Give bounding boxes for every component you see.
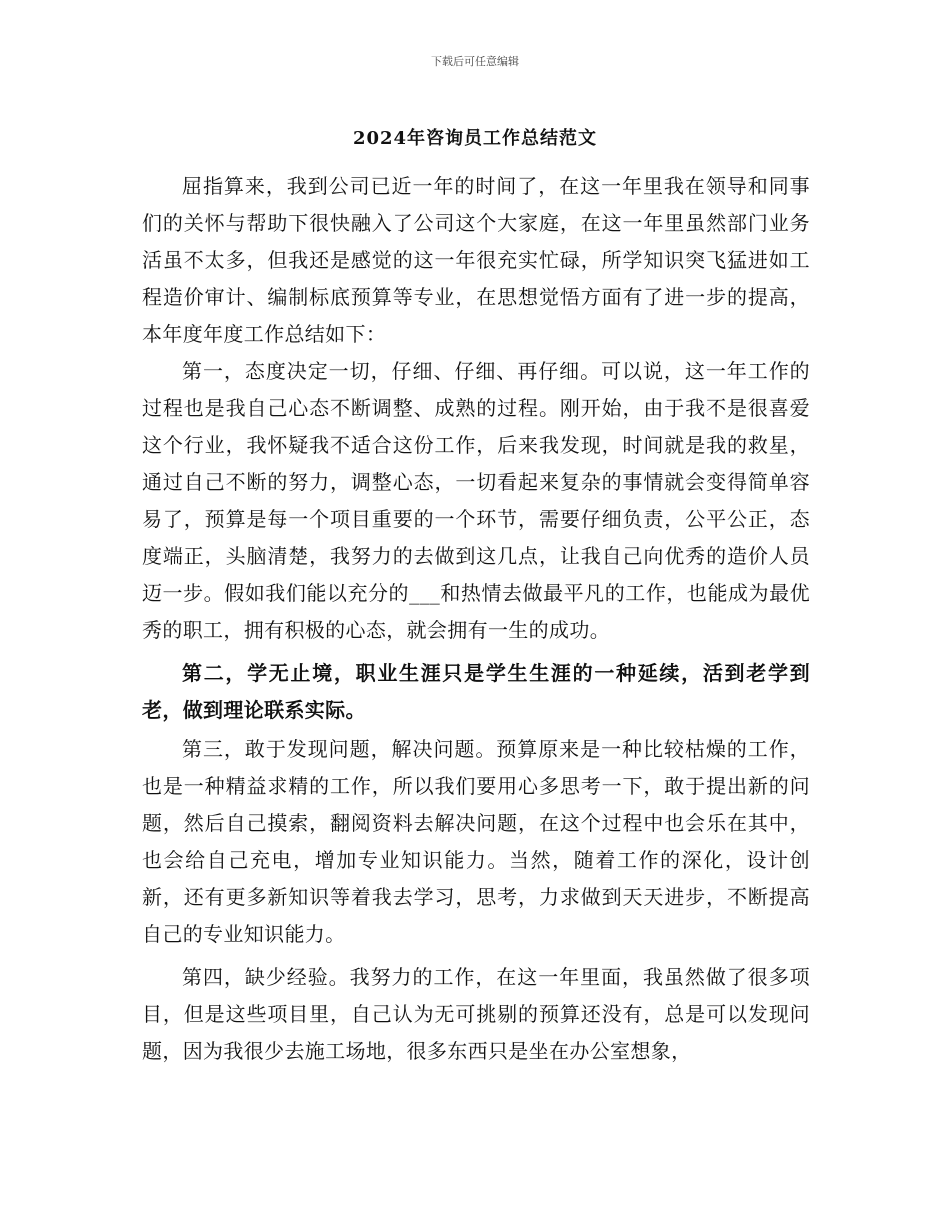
paragraph-point-three: 第三，敢于发现问题，解决问题。预算原来是一种比较枯燥的工作，也是一种精益求精的工作，所以我们要用心多思考一下，敢于提出新的问题，然后自己摸索，翻阅资料去解决问题，在这个过程中也会乐在其中，也会给自己充电，增加专业知识能力。当然，随着工作的深化，设计创新，还有更多新知识等着我去学习，思考，力求做到天天进步，不断提高自己的专业知识能力。 [142,737,810,946]
paragraph-point-one: 第一，态度决定一切，仔细、仔细、再仔细。可以说，这一年工作的过程也是我自己心态不断调整、成熟的过程。刚开始，由于我不是很喜爱这个行业，我怀疑我不适合这份工作，后来我发现，时间就是我的救星，通过自己不断的努力，调整心态，一切看起来复杂的事情就会变得简单容易了，预算是每一个项目重要的一个环节，需要仔细负责，公平公正，态度端正，头脑清楚，我努力的去做到这几点，让我自己向优秀的造价人员迈一步。假如我们能以充分的___和热情去做最平凡的工作，也能成为最优秀的职工，拥有积极的心态，就会拥有一生的成功。 [142,359,810,642]
paragraph-point-two: 第二，学无止境，职业生涯只是学生生涯的一种延续，活到老学到老，做到理论联系实际。 [142,661,810,722]
header-note: 下载后可任意编辑 [431,55,519,68]
paragraph-point-four: 第四，缺少经验。我努力的工作，在这一年里面，我虽然做了很多项目，但是这些项目里，自己认为无可挑剔的预算还没有，总是可以发现问题，因为我很少去施工场地，很多东西只是坐在办公室想象， [142,965,810,1063]
document-title: 2024年咨询员工作总结范文 [352,128,598,149]
document-body [142,168,810,1070]
paragraph-intro: 屈指算来，我到公司已近一年的时间了，在这一年里我在领导和同事们的关怀与帮助下很快融入了公司这个大家庭，在这一年里虽然部门业务活虽不太多，但我还是感觉的这一年很充实忙碌，所学知识突飞猛进如工程造价审计、编制标底预算等专业，在思想觉悟方面有了进一步的提高，本年度年度工作总结如下： [142,174,810,346]
